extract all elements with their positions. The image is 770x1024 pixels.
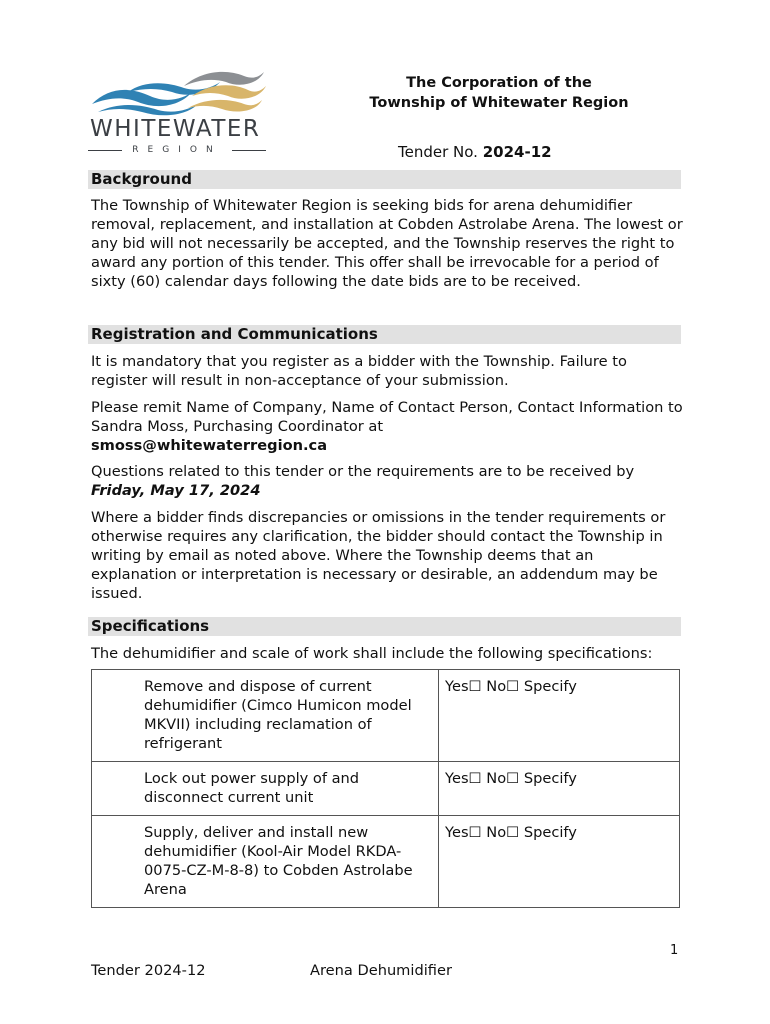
questions-deadline: Friday, May 17, 2024: [91, 482, 261, 499]
table-row: [92, 762, 680, 816]
registration-paragraph-3: [91, 462, 683, 500]
tender-number-value: 2024-12: [482, 143, 552, 161]
whitewater-logo: [88, 66, 268, 158]
specifications-table: [91, 669, 680, 908]
tender-number: [398, 143, 552, 161]
background-heading: Background: [88, 170, 681, 189]
organization-title: [330, 73, 668, 113]
table-row: [92, 816, 680, 908]
footer-title: Arena Dehumidifier: [310, 962, 452, 979]
contact-email[interactable]: smoss@whitewaterregion.ca: [91, 437, 328, 454]
contact-instructions: Please remit Name of Company, Name of Contact Person, Contact Information to Sandra Moss, Purchasing Coordinator at: [91, 399, 683, 435]
page-number: 1: [670, 943, 679, 958]
table-row: [92, 670, 680, 762]
logo-rule-right: [232, 150, 266, 151]
specifications-heading: Specifications: [88, 617, 681, 636]
background-text: The Township of Whitewater Region is seeking bids for arena dehumidifier removal, replacement, and installation at Cobden Astrolabe Arena. The lowest or any bid will not necessarily be accepted, and the Township reserves the right to award any portion of this tender. This offer shall be irrevocable for a period of sixty (60) calendar days following the date bids are to be received.: [91, 197, 683, 290]
tender-label: Tender No.: [398, 143, 478, 161]
registration-paragraph-1: It is mandatory that you register as a bidder with the Township. Failure to register will result in non-acceptance of your submission.: [91, 353, 627, 389]
registration-heading: Registration and Communications: [88, 325, 681, 344]
spec-options[interactable]: Yes☐ No☐ Specify: [439, 762, 680, 816]
registration-paragraph-4: Where a bidder finds discrepancies or omissions in the tender requirements or otherwise requires any clarification, the bidder should contact the Township in writing by email as noted above. Where the Township deems that an explanation or interpretation is necessary or desirable, an addendum may be issued.: [91, 509, 666, 602]
org-line-1: The Corporation of the: [406, 75, 592, 91]
spec-description: Lock out power supply of and disconnect current unit: [92, 762, 439, 816]
logo-wordmark: WHITEWATER: [90, 116, 261, 142]
spec-description: Remove and dispose of current dehumidifier (Cimco Humicon model MKVII) including reclamation of refrigerant: [92, 670, 439, 762]
questions-text: Questions related to this tender or the requirements are to be received by: [91, 463, 635, 480]
org-line-2: Township of Whitewater Region: [369, 95, 629, 111]
spec-options[interactable]: Yes☐ No☐ Specify: [439, 816, 680, 908]
spec-options[interactable]: Yes☐ No☐ Specify: [439, 670, 680, 762]
logo-subword: REGION: [132, 145, 222, 155]
registration-paragraph-2: [91, 398, 683, 455]
specifications-intro: The dehumidifier and scale of work shall include the following specifications:: [91, 645, 653, 662]
spec-description: Supply, deliver and install new dehumidifier (Kool-Air Model RKDA-0075-CZ-M-8-8) to Cobden Astrolabe Arena: [92, 816, 439, 908]
footer-tender: Tender 2024-12: [91, 962, 206, 979]
waves-icon: [88, 66, 268, 118]
